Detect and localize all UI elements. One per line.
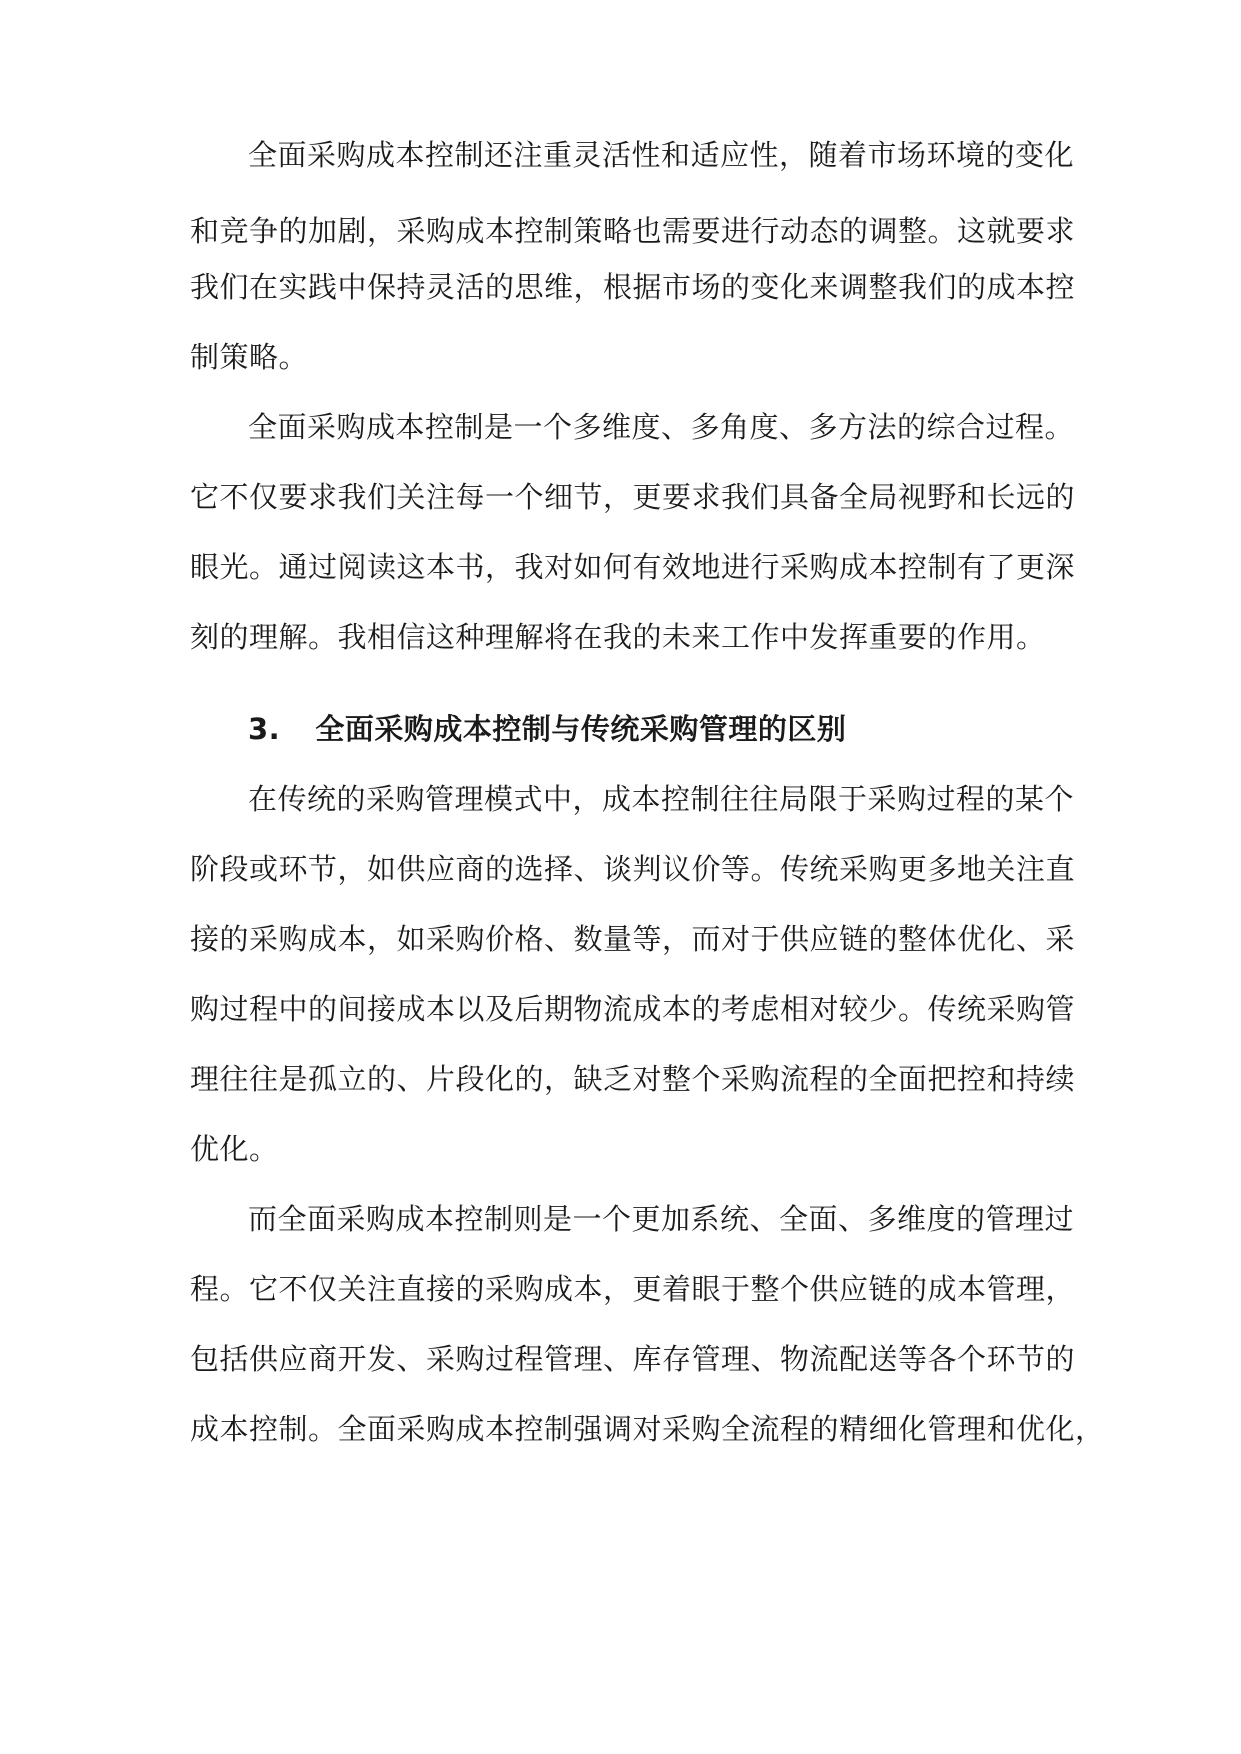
paragraph-2-line-2: 它不仅要求我们关注每一个细节，更要求我们具备全局视野和长远的 [190, 480, 1076, 514]
section-paragraph-1-line-6: 优化。 [190, 1132, 279, 1166]
paragraph-2-line-4: 刻的理解。我相信这种理解将在我的未来工作中发挥重要的作用。 [190, 620, 1046, 654]
section-number: 3. [248, 712, 281, 746]
section-paragraph-2-line-4: 成本控制。全面采购成本控制强调对采购全流程的精细化管理和优化， [190, 1412, 1105, 1446]
section-heading [248, 709, 846, 749]
paragraph-2-line-3: 眼光。通过阅读这本书，我对如何有效地进行采购成本控制有了更深 [190, 550, 1076, 584]
paragraph-1-line-2: 和竞争的加剧，采购成本控制策略也需要进行动态的调整。这就要求 [190, 214, 1076, 248]
section-paragraph-2-line-1: 而全面采购成本控制则是一个更加系统、全面、多维度的管理过 [248, 1202, 1075, 1236]
section-paragraph-1-line-1: 在传统的采购管理模式中，成本控制往往局限于采购过程的某个 [248, 782, 1075, 816]
section-paragraph-1-line-3: 接的采购成本，如采购价格、数量等，而对于供应链的整体优化、采 [190, 922, 1076, 956]
paragraph-1-line-3: 我们在实践中保持灵活的思维，根据市场的变化来调整我们的成本控 [190, 270, 1076, 304]
paragraph-1-line-1: 全面采购成本控制还注重灵活性和适应性，随着市场环境的变化 [248, 138, 1075, 172]
paragraph-2-line-1: 全面采购成本控制是一个多维度、多角度、多方法的综合过程。 [248, 410, 1075, 444]
paragraph-1-line-4: 制策略。 [190, 340, 309, 374]
section-paragraph-2-line-2: 程。它不仅关注直接的采购成本，更着眼于整个供应链的成本管理， [190, 1272, 1076, 1306]
section-paragraph-2-line-3: 包括供应商开发、采购过程管理、库存管理、物流配送等各个环节的 [190, 1342, 1076, 1376]
section-title: 全面采购成本控制与传统采购管理的区别 [315, 712, 847, 746]
section-paragraph-1-line-4: 购过程中的间接成本以及后期物流成本的考虑相对较少。传统采购管 [190, 992, 1076, 1026]
section-paragraph-1-line-2: 阶段或环节，如供应商的选择、谈判议价等。传统采购更多地关注直 [190, 852, 1076, 886]
section-paragraph-1-line-5: 理往往是孤立的、片段化的，缺乏对整个采购流程的全面把控和持续 [190, 1062, 1076, 1096]
